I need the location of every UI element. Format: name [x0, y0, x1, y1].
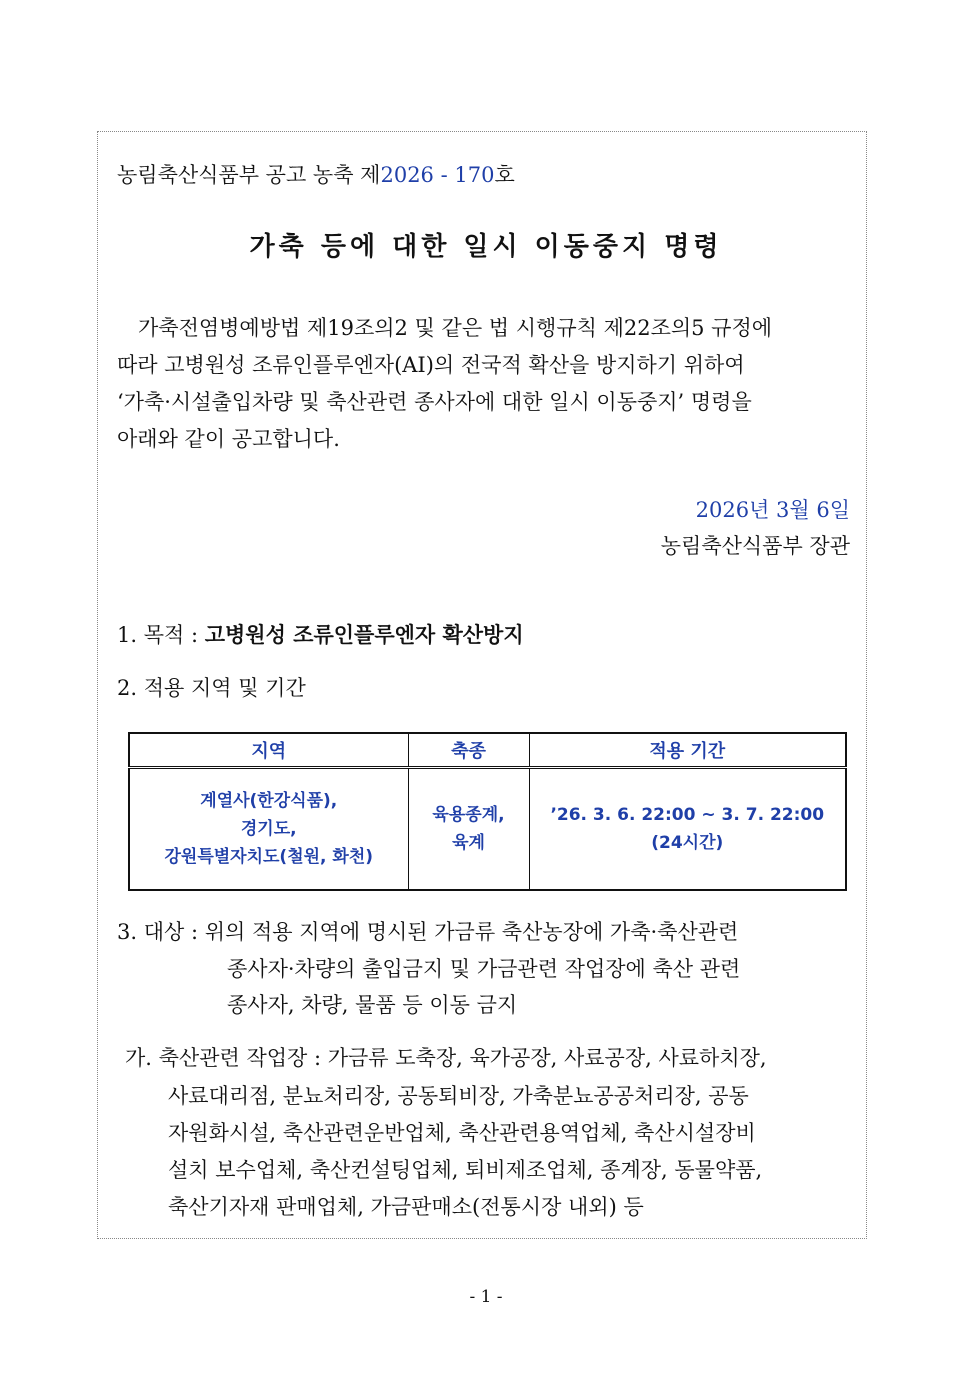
table-header-period: 적용 기간 [529, 733, 846, 768]
workplace-list-line: 사료대리점, 분뇨처리장, 공동퇴비장, 가축분뇨공공처리장, 공동 [168, 1084, 749, 1108]
document-title: 가축 등에 대한 일시 이동중지 명령 [249, 232, 723, 262]
section-target: 3. 대상 : 위의 적용 지역에 명시된 가금류 축산농장에 가축·축산관련 [117, 920, 739, 944]
table-header-species: 축종 [408, 733, 529, 768]
notice-number-value: 2026 - 170 [380, 163, 495, 187]
period-cell: ’26. 3. 6. 22:00 ~ 3. 7. 22:00 (24시간) [529, 768, 846, 891]
workplace-list-line: 설치 보수업체, 축산컨설팅업체, 퇴비제조업체, 종계장, 동물약품, [168, 1158, 763, 1182]
intro-paragraph [117, 310, 849, 458]
notice-date: 2026년 3월 6일 [695, 498, 850, 522]
section-area-period: 2. 적용 지역 및 기간 [117, 676, 306, 700]
section-purpose: 1. 목적 : 고병원성 조류인플루엔자 확산방지 [117, 623, 524, 647]
table-row [129, 768, 846, 891]
workplace-list-line: 자원화시설, 축산관련운반업체, 축산관련용역업체, 축산시설장비 [168, 1121, 756, 1145]
workplace-list: 가. 축산관련 작업장 : 가금류 도축장, 육가공장, 사료공장, 사료하치장, [125, 1046, 767, 1070]
section-target-line: 종사자, 차량, 물품 등 이동 금지 [227, 993, 518, 1017]
region-cell: 계열사(한강식품), 경기도, 강원특별자치도(철원, 화천) [129, 768, 408, 891]
species-cell: 육용종계, 육계 [408, 768, 529, 891]
intro-line: ‘가축·시설출입차량 및 축산관련 종사자에 대한 일시 이동중지’ 명령을 [117, 390, 752, 414]
workplace-list-line: 축산기자재 판매업체, 가금판매소(전통시장 내외) 등 [168, 1195, 644, 1219]
notice-number: 농림축산식품부 공고 농축 제2026 - 170호 [117, 163, 515, 187]
purpose-value: 고병원성 조류인플루엔자 확산방지 [204, 623, 524, 647]
signer: 농림축산식품부 장관 [660, 534, 850, 558]
region-table [128, 732, 847, 891]
page-number: - 1 - [469, 1287, 503, 1307]
intro-line: 아래와 같이 공고합니다. [117, 427, 340, 451]
intro-line: 따라 고병원성 조류인플루엔자(AI)의 전국적 확산을 방지하기 위하여 [117, 353, 745, 377]
section-target-line: 종사자·차량의 출입금지 및 가금관련 작업장에 축산 관련 [227, 957, 741, 981]
table-header-region: 지역 [129, 733, 408, 768]
intro-line: 가축전염병예방법 제19조의2 및 같은 법 시행규칙 제22조의5 규정에 [117, 316, 773, 340]
